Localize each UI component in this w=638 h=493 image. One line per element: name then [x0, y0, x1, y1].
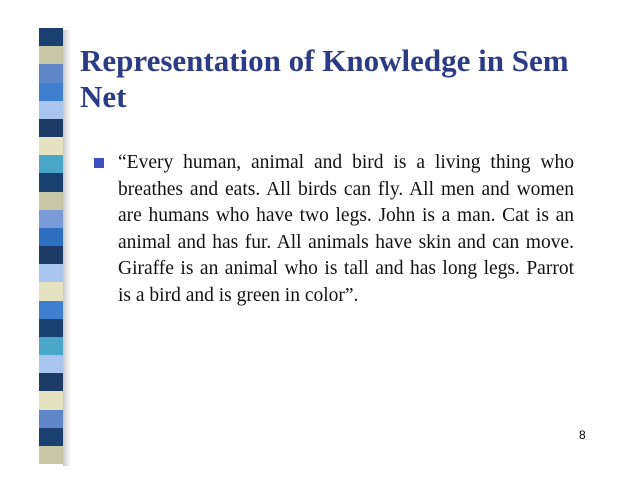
stripe-segment: [39, 64, 63, 82]
stripe-segment: [39, 101, 63, 119]
stripe-segment: [39, 337, 63, 355]
bullet-text: “Every human, animal and bird is a living thing who breathes and eats. All birds can fly. All men and women are humans who have two legs. John is a man. Cat is an animal and has fur. All animals have skin and can move. Giraffe is an animal who is tall and has long legs. Parrot is a bird and is green in color”.: [118, 152, 574, 306]
stripe-segment: [39, 264, 63, 282]
stripe-segment: [39, 410, 63, 428]
stripe-segment: [39, 373, 63, 391]
stripe-segment: [39, 391, 63, 409]
stripe-segment: [39, 246, 63, 264]
stripe-segment: [39, 28, 63, 46]
stripe-segment: [39, 137, 63, 155]
decorative-stripe: [39, 28, 63, 464]
stripe-segment: [39, 210, 63, 228]
decorative-stripe-shadow: [63, 30, 71, 466]
stripe-segment: [39, 173, 63, 191]
stripe-segment: [39, 355, 63, 373]
stripe-segment: [39, 83, 63, 101]
stripe-segment: [39, 228, 63, 246]
slide-title: Representation of Knowledge in Sem Net: [80, 43, 569, 114]
page-number: 8: [579, 428, 586, 442]
stripe-segment: [39, 119, 63, 137]
bullet-item: [94, 150, 574, 309]
stripe-segment: [39, 301, 63, 319]
stripe-segment: [39, 155, 63, 173]
stripe-segment: [39, 428, 63, 446]
stripe-segment: [39, 319, 63, 337]
square-bullet-icon: [94, 158, 104, 168]
stripe-segment: [39, 446, 63, 464]
stripe-segment: [39, 282, 63, 300]
stripe-segment: [39, 46, 63, 64]
stripe-segment: [39, 192, 63, 210]
